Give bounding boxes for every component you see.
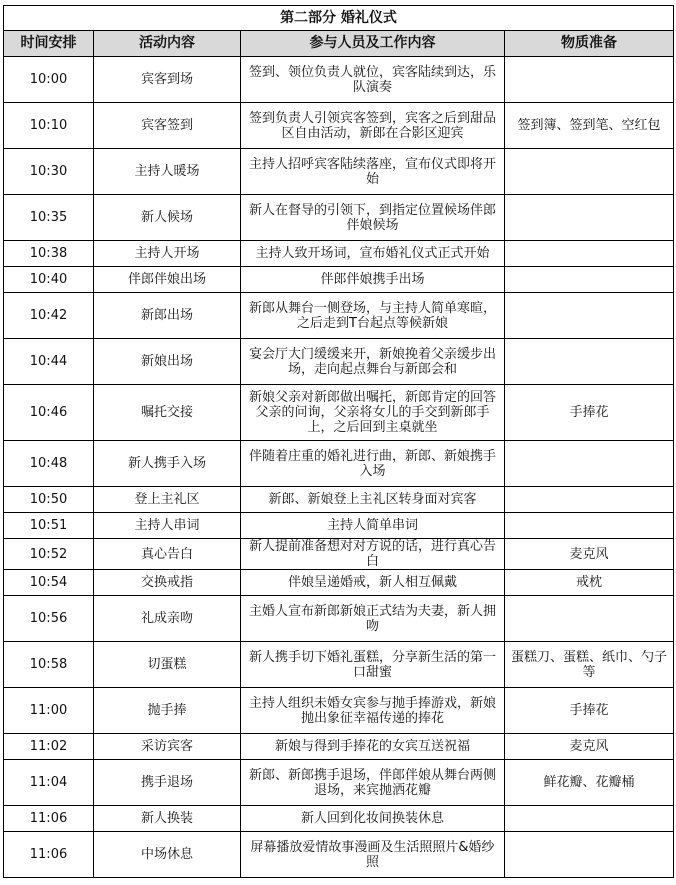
materials-cell [505,267,674,293]
activity-cell: 切蛋糕 [94,642,241,688]
activity-cell: 交换戒指 [94,570,241,596]
content-cell: 主持人组织未婚女宾参与抛手捧游戏，新娘抛出象征幸福传递的捧花 [241,688,505,734]
activity-cell: 新郎出场 [94,293,241,339]
table-row [4,267,674,293]
content-cell: 屏幕播放爱情故事漫画及生活照照片&婚纱照 [241,832,505,878]
materials-cell [505,832,674,878]
content-cell: 新娘父亲对新郎做出嘱托，新郎肯定的回答父亲的问询，父亲将女儿的手交到新郎手上，之后回到主桌就坐 [241,385,505,441]
table-row [4,734,674,760]
materials-cell: 戒枕 [505,570,674,596]
table-row [4,760,674,806]
table-row [4,195,674,241]
activity-cell: 主持人开场 [94,241,241,267]
time-cell: 11:04 [4,760,94,806]
time-cell: 11:00 [4,688,94,734]
materials-cell [505,339,674,385]
activity-cell: 宾客签到 [94,103,241,149]
table-row [4,832,674,878]
table-row [4,596,674,642]
content-cell: 签到负责人引领宾客签到，宾客之后到甜品区自由活动，新郎在合影区迎宾 [241,103,505,149]
materials-cell [505,596,674,642]
materials-cell: 鲜花瓣、花瓣桶 [505,760,674,806]
time-cell: 10:35 [4,195,94,241]
activity-cell: 宾客到场 [94,57,241,103]
content-cell: 新娘与得到手捧花的女宾互送祝福 [241,734,505,760]
time-cell: 10:50 [4,487,94,513]
table-row [4,806,674,832]
content-cell: 伴娘呈递婚戒，新人相互佩戴 [241,570,505,596]
time-cell: 10:44 [4,339,94,385]
content-cell: 主婚人宣布新郎新娘正式结为夫妻，新人拥吻 [241,596,505,642]
time-cell: 10:30 [4,149,94,195]
materials-cell [505,149,674,195]
header-content: 参与人员及工作内容 [241,31,505,57]
time-cell: 10:38 [4,241,94,267]
materials-cell [505,195,674,241]
time-cell: 10:10 [4,103,94,149]
time-cell: 10:00 [4,57,94,103]
materials-cell [505,241,674,267]
content-cell: 新人提前准备想对对方说的话，进行真心告白 [241,539,505,570]
activity-cell: 携手退场 [94,760,241,806]
time-cell: 11:02 [4,734,94,760]
content-cell: 新郎从舞台一侧登场，与主持人简单寒暄，之后走到T台起点等候新娘 [241,293,505,339]
table-row [4,293,674,339]
time-cell: 10:48 [4,441,94,487]
activity-cell: 礼成亲吻 [94,596,241,642]
header-activity: 活动内容 [94,31,241,57]
time-cell: 10:51 [4,513,94,539]
header-time: 时间安排 [4,31,94,57]
content-cell: 新人携手切下婚礼蛋糕，分享新生活的第一口甜蜜 [241,642,505,688]
materials-cell [505,487,674,513]
time-cell: 10:56 [4,596,94,642]
content-cell: 伴随着庄重的婚礼进行曲，新郎、新娘携手入场 [241,441,505,487]
activity-cell: 真心告白 [94,539,241,570]
activity-cell: 抛手捧 [94,688,241,734]
materials-cell: 手捧花 [505,385,674,441]
content-cell: 新人回到化妆间换装休息 [241,806,505,832]
materials-cell [505,513,674,539]
table-row [4,487,674,513]
table-row [4,103,674,149]
content-cell: 主持人招呼宾客陆续落座，宣布仪式即将开始 [241,149,505,195]
table-row [4,339,674,385]
time-cell: 10:42 [4,293,94,339]
activity-cell: 新人候场 [94,195,241,241]
time-cell: 10:54 [4,570,94,596]
header-materials: 物质准备 [505,31,674,57]
materials-cell [505,806,674,832]
materials-cell: 手捧花 [505,688,674,734]
content-cell: 新郎、新郎携手退场，伴郎伴娘从舞台两侧退场，来宾抛洒花瓣 [241,760,505,806]
table-row [4,149,674,195]
table-row [4,642,674,688]
time-cell: 11:06 [4,832,94,878]
table-row [4,539,674,570]
table-row [4,241,674,267]
activity-cell: 新人换装 [94,806,241,832]
materials-cell: 麦克风 [505,539,674,570]
time-cell: 10:52 [4,539,94,570]
materials-cell [505,57,674,103]
table-row [4,688,674,734]
content-cell: 签到、领位负责人就位，宾客陆续到达，乐队演奏 [241,57,505,103]
activity-cell: 伴郎伴娘出场 [94,267,241,293]
materials-cell: 麦克风 [505,734,674,760]
content-cell: 主持人简单串词 [241,513,505,539]
table-row [4,57,674,103]
time-cell: 10:46 [4,385,94,441]
materials-cell [505,293,674,339]
content-cell: 伴郎伴娘携手出场 [241,267,505,293]
activity-cell: 新人携手入场 [94,441,241,487]
content-cell: 新郎、新娘登上主礼区转身面对宾客 [241,487,505,513]
ceremony-schedule-table [3,5,674,878]
activity-cell: 主持人串词 [94,513,241,539]
content-cell: 主持人致开场词，宣布婚礼仪式正式开始 [241,241,505,267]
content-cell: 新人在督导的引领下，到指定位置候场伴郎伴娘候场 [241,195,505,241]
table-body [4,57,674,878]
section-title: 第二部分 婚礼仪式 [4,6,674,31]
activity-cell: 中场休息 [94,832,241,878]
table-row [4,441,674,487]
materials-cell: 蛋糕刀、蛋糕、纸巾、勺子等 [505,642,674,688]
activity-cell: 登上主礼区 [94,487,241,513]
time-cell: 11:06 [4,806,94,832]
activity-cell: 新娘出场 [94,339,241,385]
activity-cell: 嘱托交接 [94,385,241,441]
time-cell: 10:40 [4,267,94,293]
activity-cell: 采访宾客 [94,734,241,760]
time-cell: 10:58 [4,642,94,688]
activity-cell: 主持人暖场 [94,149,241,195]
content-cell: 宴会厅大门缓缓来开，新娘挽着父亲缓步出场，走向起点舞台与新郎会和 [241,339,505,385]
table-row [4,385,674,441]
table-row [4,570,674,596]
materials-cell [505,441,674,487]
materials-cell: 签到簿、签到笔、空红包 [505,103,674,149]
table-row [4,513,674,539]
header-row [4,31,674,57]
